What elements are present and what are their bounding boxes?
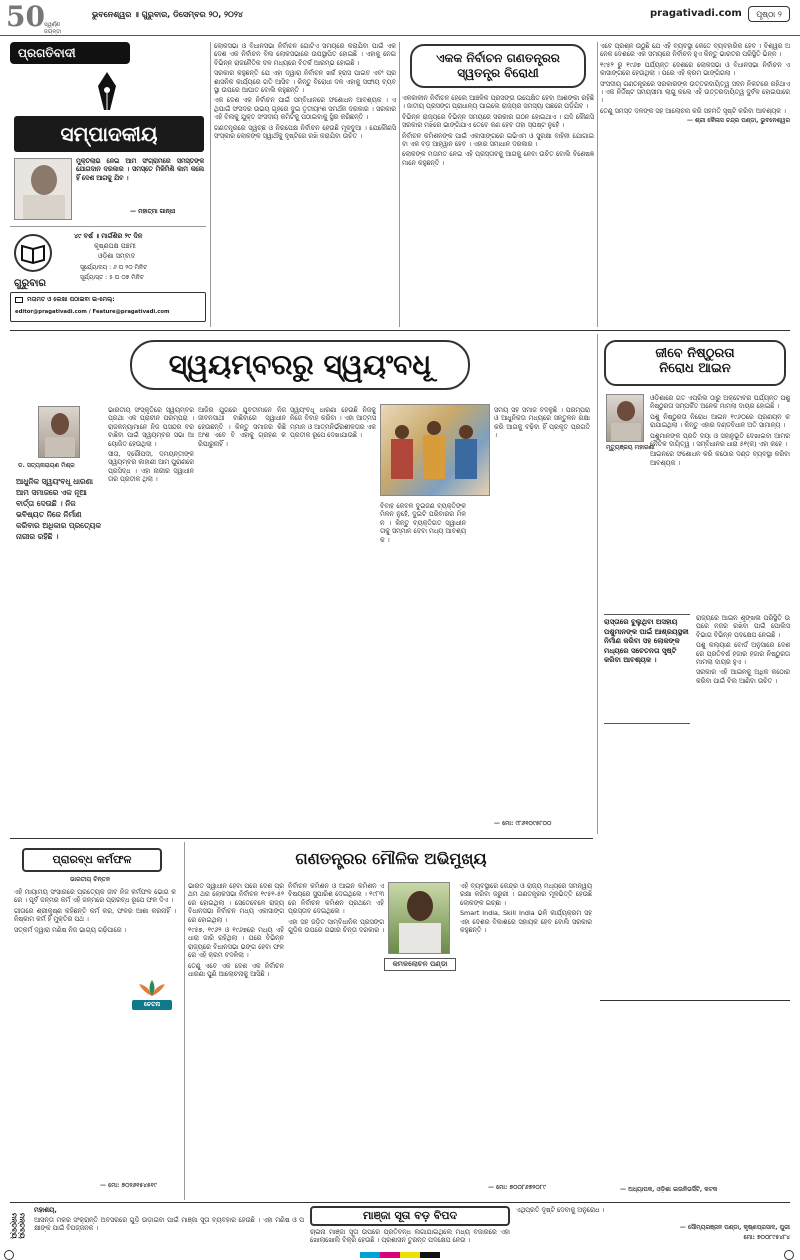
- article-para: ଏହି ବ୍ୟବସ୍ଥାରେ କେନ୍ଦ୍ର ଓ ରାଜ୍ୟ ମଧ୍ୟରେ ସମନ୍ୱୟ ରକ୍ଷା କରିବା ଜରୁରୀ । ଗଣତନ୍ତ୍ରର ମୂଳଭିତ୍ତି ହେଉଛି ଲୋକଙ୍କ ଇଚ୍ଛା ।: [460, 882, 592, 907]
- site-name[interactable]: pragativadi.com: [650, 8, 742, 19]
- feature-para: ସୀତା, ଦ୍ରୌପଦୀ, ଦମୟନ୍ତୀଙ୍କ ସ୍ୱୟମ୍ବର କାହାଣୀ ଆମ ପୁରାଣରେ ପ୍ରସିଦ୍ଧ । ଏହା ନାରୀର ସ୍ୱାଧୀନତାର ପ୍ରତୀକ ଥିଲା ।: [108, 450, 194, 484]
- karmaphala-headline: ପ୍ରାରବ୍ଧ କର୍ମଫଳ: [22, 848, 162, 872]
- book-icon: [14, 234, 52, 272]
- article-para: ନିର୍ବାଚନ କମିଶନଙ୍କ ପାଇଁ ଏକାସାଙ୍ଗରେ ଇଭିଏମ ଓ ସୁରକ୍ଷା ବାହିନୀ ଯୋଗାଇବା ଏକ ବଡ଼ ଆହ୍ୱାନ ହେବ । ଏହାର ସମାଧାନ ଦରକାର ।: [402, 131, 594, 149]
- letter-phone: ମୋ: ୭୦୦୮୯୫୪୮୪: [743, 1234, 790, 1241]
- article-para: ଗୀତାରେ ଶ୍ରୀକୃଷ୍ଣ କହିଛନ୍ତି କର୍ମ କର, ଫଳର ଆଶା କରନାହିଁ । ନିଷ୍କାମ କର୍ମ ହିଁ ମୁକ୍ତିର ପଥ ।: [14, 906, 176, 924]
- article-para: ସଂସଦୀୟ ଗଣତନ୍ତ୍ରରେ ସରକାରଙ୍କ ଉତ୍ତରଦାୟିତ୍ୱ ସଦନ ନିକଟରେ ରହିଥାଏ । ଏକ ନିର୍ଦ୍ଦିଷ୍ଟ ସମୟସୀମା ଲାଗୁ କଲେ ଏହି ଉତ୍ତରଦାୟିତ୍ୱ ଦୁର୍ବଳ ହୋଇପାରେ ।: [600, 79, 790, 105]
- cruelty-headline: [604, 340, 786, 386]
- lotus-icon: [137, 978, 167, 998]
- election-continued: [600, 42, 790, 327]
- swayamvar-painting: [380, 404, 490, 496]
- karmaphala-body: [14, 888, 176, 1178]
- article-para: ତେଣୁ ସମସ୍ତ ଦଳଙ୍କ ସହ ଆଲୋଚନା କରି ସହମତି ସୃଷ୍ଟି କରିବା ଆବଶ୍ୟକ ।: [600, 106, 786, 115]
- democracy-author: କମଳଲୋଚନ ପଣ୍ଡା: [384, 958, 456, 971]
- badge-label: ଚେତନା: [132, 1000, 172, 1010]
- cruelty-body: [650, 394, 790, 604]
- anniversary-sub: ସ୍ୱର୍ଣ୍ଣ ଜୟନ୍ତୀ: [44, 22, 62, 35]
- democracy-col-2: [288, 882, 384, 1182]
- sunset: ସୂର୍ଯ୍ୟାସ୍ତ : ୫ ଘ ୦୭ ମିନିଟ: [80, 274, 145, 281]
- paper-name-box: [10, 42, 130, 64]
- editorial-column: [214, 42, 396, 327]
- chetana-badge: [132, 978, 172, 1014]
- headline-line-1: ଏକକ ନିର୍ବାଚନ ଗଣତନ୍ତ୍ରର: [436, 51, 560, 65]
- feature-para: ଆଜିର ଯୁଗରେ ଯୁବତୀମାନେ ନିଜ ଜୀବନସାଥୀ ବାଛିବାରେ ସ୍ୱାଧୀନ ହେଉଛନ୍ତି । କିନ୍ତୁ ସମାଜର କିଛି ଅଂଶ ଏବେ ବି ଏହାକୁ ଗ୍ରହଣ କରିପାରୁନାହିଁ ।: [198, 406, 286, 448]
- democracy-col-1: [188, 882, 284, 1182]
- mail-icon: [15, 297, 23, 303]
- article-para: ଓଡ଼ିଶାରେ ଗତ ଏପ୍ରିଲ ଠାରୁ ଅକ୍ଟୋବର ପର୍ଯ୍ୟନ୍ତ ପଶୁ ନିଷ୍ଠୁରତା ସମ୍ପର୍କିତ ଅନେକ ମାମଲା ଦାୟର ହୋଇଛି ।: [650, 394, 790, 411]
- divider-1: [210, 42, 211, 327]
- letter-signoff: — ସୌମ୍ୟରଞ୍ଜନ ପଣ୍ଡା, କୃଷ୍ଣପ୍ରସାଦ, ପୁରୀ: [679, 1224, 790, 1231]
- contact-email[interactable]: editor@pragativadi.com / Feature@pragativadi.com: [15, 309, 170, 315]
- anniversary-logo: [6, 2, 76, 34]
- feature-para: ସ୍ୱୟଂବଧୂ ଧାରଣା ହେଉଛି ନିଜକୁ ନିଜେ ବିବାହ କରିବା । ଏହା ଆତ୍ମସମ୍ମାନ ଓ ଆତ୍ମନିର୍ଭରଶୀଳତାର ଏକ ପ୍ରତୀକ ରୂପେ ଦେଖାଯାଉଛି ।: [290, 406, 376, 440]
- print-registration-bar: [0, 1250, 800, 1260]
- cruelty-pullquote: ରାସ୍ତାରେ ବୁଲୁଥିବା ଅସହାୟ ପଶୁମାନଙ୍କ ପାଇଁ ଆଶ୍ରୟସ୍ଥଳୀ ନିର୍ମାଣ କରିବା ସହ ଲୋକଙ୍କ ମଧ୍ୟରେ ସଚେତନତା ସୃଷ୍ଟି କରିବା ଆବଶ୍ୟକ ।: [604, 614, 690, 724]
- democracy-col-3: [460, 882, 592, 1182]
- letter-col-2: ଚାଇନା ମାଞ୍ଜା ସୂତା ଉପରେ ପ୍ରତିବନ୍ଧ ଲଗାଯାଇଥିଲେ ମଧ୍ୟ ବଜାରରେ ଏହା ଖୋଲାଖୋଲି ବିକ୍ରି ହେଉଛି । ପ୍ରଶାସନ ତୁରନ୍ତ ପଦକ୍ଷେପ ନେଉ ।: [310, 1228, 510, 1245]
- pullquote: ଆଧୁନିକ ସ୍ୱୟଂବଧୂ ଧାରଣା ଆମ ସମାଜରେ ଏକ ନୂଆ ବାର୍ତ୍ତା ଦେଉଛି । ନିଜ ଭବିଷ୍ୟତ ନିଜେ ନିର୍ମାଣ କରିବାର ଅଧିକାର ପ୍ରତ୍ୟେକ ନାରୀର ରହିଛି ।: [16, 477, 102, 541]
- feature-col-4: [380, 502, 466, 822]
- gandhi-attribution: — ମହାତ୍ମା ଗାନ୍ଧୀ: [130, 208, 176, 215]
- article-para: ୧୯୫୨ ରୁ ୧୯୬୭ ପର୍ଯ୍ୟନ୍ତ ଦେଶରେ ଲୋକସଭା ଓ ବିଧାନସଭା ନିର୍ବାଚନ ଏକାସାଙ୍ଗରେ ହେଉଥିଲା । ପରେ ଏହି କ୍ରମ ଭାଙ୍ଗିଗଲା ।: [600, 60, 790, 78]
- gandhi-portrait: [14, 158, 72, 220]
- election-article: [402, 42, 594, 327]
- feature-col-1: [108, 406, 194, 826]
- democracy-end: — ମୋ: ୭୦୦୮୬୭୨୦୮୯: [488, 1184, 546, 1191]
- divider-2: [399, 42, 400, 327]
- feature-col-2: [198, 406, 286, 826]
- gandhi-quote: ମୁକ୍ତିଲାଭ ନେଇ ଆମ ସଂଗ୍ରାମରେ ସମସ୍ତଙ୍କ ଯୋଗଦାନ ଦରକାର । ସମସ୍ତେ ମିଳିମିଶି କାମ କଲେ ହିଁ ଦେଶ ଆଗକୁ ଯିବ ।: [76, 158, 204, 182]
- pen-nib-icon: [96, 72, 118, 112]
- date-line: ଭୁବନେଶ୍ୱର ॥ ଗୁରୁବାର, ଡିସେମ୍ବର ୨୦, ୨୦୨୪: [92, 10, 243, 19]
- registration-mark: [784, 1250, 794, 1260]
- feature-para: ସମୟ ସହ ସମାଜ ବଦଳୁଛି । ପରମ୍ପରା ଓ ଆଧୁନିକତା ମଧ୍ୟରେ ସନ୍ତୁଳନ ରକ୍ଷା କରି ଆଗକୁ ବଢ଼ିବା ହିଁ ପ୍ରକୃତ ପ୍ରଗତି ।: [494, 406, 590, 440]
- article-para: ରାଜ୍ୟରେ ଆଇନ ଶୃଙ୍ଖଳା ପରିସ୍ଥିତି ଉପରେ ନଜର ରଖିବା ପାଇଁ ପୋଲିସ ବିଭାଗ ବିଭିନ୍ନ ପଦକ୍ଷେପ ନେଇଛି ।: [696, 614, 790, 639]
- article-para: ୧୯୫୭, ୧୯୬୨ ଓ ୧୯୬୭ରେ ମଧ୍ୟ ଏହି ଧାରା ଜାରି ରହିଥିଲା । ପରେ ବିଭିନ୍ନ ରାଜ୍ୟରେ ବିଧାନସଭା ଭଙ୍ଗ ହେବା ଫଳରେ ଏହି କ୍ରମ ବଦଳିଲା ।: [188, 926, 284, 960]
- article-para: ଏହା ସହ ଜଡ଼ିତ ସାମ୍ବିଧାନିକ ପ୍ରସଙ୍ଗ ଗୁଡ଼ିକ ଉପରେ ଗଭୀର ଚିନ୍ତା ଦରକାର ।: [288, 917, 384, 935]
- anniversary-number: 50: [6, 0, 45, 33]
- feature-para: ଭାରତୀୟ ସଂସ୍କୃତିରେ ସ୍ୱୟମ୍ବର ପ୍ରଥା ଏକ ପ୍ରାଚୀନ ପରମ୍ପରା । ରାଜକନ୍ୟାମାନେ ନିଜ ପସନ୍ଦର ବର ବାଛିବା ପାଇଁ ସ୍ୱୟମ୍ବର ସଭା ଆୟୋଜିତ ହେଉଥିଲା ।: [108, 406, 194, 448]
- article-para: ପଶୁମାନଙ୍କ ପ୍ରତି ଦୟା ଓ ସହାନୁଭୂତି ଦେଖାଇବା ଆମର ନୈତିକ ଦାୟିତ୍ୱ । ସମ୍ବିଧାନର ଧାରା ୫୧(କ) ଏହା କହେ ।: [650, 431, 790, 449]
- section-divider: [10, 330, 790, 331]
- election-body: [402, 94, 594, 324]
- article-para: ପଶୁ ନିଷ୍ଠୁରତା ନିରୋଧ ଆଇନ ୧୯୬୦ରେ ପ୍ରଣୟନ କରାଯାଇଥିଲା । କିନ୍ତୁ ଏହାର ଦଣ୍ଡବିଧାନ ଅତି ସାମାନ୍ୟ ।: [650, 412, 790, 430]
- letter-headline: ମାଞ୍ଜା ସୂତା ବଡ଼ ବିପଦ: [310, 1206, 510, 1226]
- author-photo: [606, 394, 644, 442]
- masthead: [0, 0, 800, 36]
- headline-line-2: ନିରୋଧ ଆଇନ: [659, 361, 731, 376]
- article-para: ଏହି ମାୟାମୟ ସଂସାରରେ ପ୍ରତ୍ୟେକ ଜୀବ ନିଜ କର୍ମଫଳ ଭୋଗ କରେ । ପୂର୍ବ ଜନ୍ମର କର୍ମ ଏହି ଜନ୍ମରେ ପ୍ରାରବ୍ଧ ରୂପେ ଫଳ ଦିଏ ।: [14, 888, 176, 905]
- letters-vertical-label: ମନ୍ତବ୍ୟ ମନ୍ତବ୍ୟ: [10, 1213, 26, 1239]
- calendar-line-3: ଓଡ଼ିଶା ସମ୍ବାଦ: [98, 252, 136, 260]
- author-photo: [388, 882, 450, 954]
- cruelty-author: ମୃତ୍ୟୁଞ୍ଜୟ ମହାରଣା: [606, 444, 655, 451]
- calendar-line-1: ୪୯ ବର୍ଷ ॥ ମାର୍ଗଶିର ୨୯ ଦିନ: [74, 232, 143, 240]
- feature-author: ଡ. ସତ୍ୟନାରାୟଣ ମିଶ୍ର: [18, 462, 75, 469]
- editorial-heading: ସମ୍ପାଦକୀୟ: [14, 116, 204, 152]
- contact-label: ମତାମତ ଓ ଲେଖା ପଠାଇବା ଇ-ମେଲ୍:: [27, 296, 115, 303]
- article-para: ଭାରତ ସ୍ୱାଧୀନ ହେବା ପରେ ଦେଶ ପ୍ରଥମ ଥର ଲୋକସଭା ନିର୍ବାଚନ ୧୯୫୧-୫୨ରେ ହୋଇଥିଲା । ସେତେବେଳେ ରାଜ୍ୟ ବିଧାନସଭା ନିର୍ବାଚନ ମଧ୍ୟ ଏକାସାଙ୍ଗରେ ହୋଇଥିଲା ।: [188, 882, 284, 924]
- letters-intro: ମହାଶୟ,: [34, 1206, 57, 1214]
- editorial-sidebar: [10, 42, 206, 327]
- feature-end: — ମୋ: ୯୮୬୧୦୯୫୮୦୦: [494, 820, 552, 827]
- election-headline: [410, 44, 586, 88]
- divider-5: [184, 842, 185, 1200]
- calendar-line-2: କୃଷ୍ଣପକ୍ଷ ପଞ୍ଚମୀ: [94, 242, 136, 250]
- weekday: ଗୁରୁବାର: [14, 278, 46, 289]
- section-divider: [600, 1000, 790, 1001]
- article-para: ବିଭିନ୍ନ ରାଜ୍ୟରେ ବିଭିନ୍ନ ସମୟରେ ସରକାର ଗଠନ ହୋଇଥାଏ । ଯଦି କୌଣସି ସରକାର ମଝିରେ ଭାଙ୍ଗିଯାଏ ତେବେ କଣ ହେବ ତାହା ସ୍ପଷ୍ଟ ନୁହେଁ ।: [402, 112, 594, 130]
- article-para: ଆଇନରେ ସଂଶୋଧନ କରି କଠୋର ଦଣ୍ଡ ବ୍ୟବସ୍ଥା କରିବା ଆବଶ୍ୟକ ।: [650, 450, 790, 467]
- feature-headline: ସ୍ୱୟମ୍ବରରୁ ସ୍ୱୟଂବଧୂ: [130, 340, 470, 390]
- article-para: ଏକକାଳୀନ ନିର୍ବାଚନ ହେଲେ ଆଞ୍ଚଳିକ ପ୍ରସଙ୍ଗ ଉପେକ୍ଷିତ ହେବା ଆଶଙ୍କା ରହିଛି । ଜାତୀୟ ପ୍ରସଙ୍ଗ ପ୍ରାଧାନ୍ୟ ପାଇଲେ ରାଜ୍ୟର ସମସ୍ୟା ପଛରେ ପଡ଼ିଯିବ ।: [402, 94, 594, 111]
- article-para: ପଶୁ କଲ୍ୟାଣ ବୋର୍ଡ ଅନୁସାରେ ଦେଶରେ ପ୍ରତିବର୍ଷ ହଜାର ହଜାର ନିଷ୍ଠୁରତା ମାମଲା ଦାୟର ହୁଏ ।: [696, 641, 790, 667]
- feature-col-5: [494, 406, 590, 816]
- karmaphala-end: — ମୋ: ୭୦୨୬୧୫୪୫୧୯: [100, 1182, 157, 1189]
- section-divider: [10, 1202, 790, 1203]
- article-author: — ଶ୍ରୀ କୈଳାସ ଚନ୍ଦ୍ର ପଣ୍ଡା, ଭୁବନେଶ୍ୱର: [686, 117, 790, 125]
- sidebar-divider: [10, 226, 206, 227]
- feature-para: ବିବାହ କେବଳ ଦୁଇଜଣ ବ୍ୟକ୍ତିଙ୍କ ମିଳନ ନୁହେଁ, ଦୁଇଟି ପରିବାରର ମିଳନ । କିନ୍ତୁ ବ୍ୟକ୍ତିଗତ ସ୍ୱାଧୀନତାକୁ ସମ୍ମାନ ଦେବା ମଧ୍ୟ ଆବଶ୍ୟକ ।: [380, 502, 466, 544]
- contact-box: [10, 292, 206, 322]
- sunrise: ସୂର୍ଯ୍ୟୋଦୟ : ୬ ଘ ୨୦ ମିନିଟ: [80, 264, 148, 271]
- page-number: ୨: [777, 10, 782, 19]
- democracy-article: [188, 842, 593, 1200]
- headline-line-1: ଜୀବେ ନିଷ୍ଠୁରତା: [655, 346, 735, 361]
- editorial-para: ଏକ ଦେଶ ଏକ ନିର୍ବାଚନ ପାଇଁ ସମ୍ବିଧାନରେ ସଂଶୋଧନ ଆବଶ୍ୟକ । ଏଥିପାଇଁ ସଂସଦର ଉଭୟ ଗୃହରେ ଦୁଇ ତୃତୀୟାଂଶ ସମର୍ଥନ ଦରକାର । ସରକାର ଏହି ବିଲକୁ ଯୁକ୍ତ ସଂସଦୀୟ କମିଟିକୁ ପଠାଇବାକୁ ସ୍ଥିର କରିଛନ୍ତି ।: [214, 96, 396, 122]
- divider-3: [597, 42, 598, 327]
- page-number-box: [748, 6, 790, 22]
- democracy-headline: ଗଣତନ୍ତ୍ରର ମୌଳିକ ଅଭିମୁଖ୍ୟ: [295, 849, 487, 868]
- section-divider: [10, 838, 593, 839]
- article-para: ଲୋକଙ୍କ ମତାମତ ନେଇ ଏହି ପ୍ରସ୍ତାବକୁ ଆଗକୁ ନେବା ଉଚିତ ବୋଲି ବିଶେଷଜ୍ଞମାନେ କହୁଛନ୍ତି ।: [402, 150, 594, 167]
- editorial-para: ଗଣତନ୍ତ୍ରରେ ସ୍ୱଚ୍ଛ ଓ ନିରପେକ୍ଷ ନିର୍ବାଚନ ହେଉଛି ମୂଳଦୁଆ । ଯେକୌଣସି ସଂସ୍କାର ଲୋକଙ୍କ ସ୍ୱାର୍ଥକୁ ଦୃଷ୍ଟିରେ ରଖି କରାଯିବା ଉଚିତ ।: [214, 123, 396, 141]
- page-label: ପୃଷ୍ଠା: [756, 10, 776, 19]
- headline-line-2: ସ୍ୱତନ୍ତ୍ର ବିରୋଧୀ: [457, 66, 539, 80]
- registration-mark: [4, 1250, 14, 1260]
- editorial-para: ସରକାର କହୁଛନ୍ତି ଯେ ଏହା ଦ୍ୱାରା ନିର୍ବାଚନ ଖର୍ଚ୍ଚ ହ୍ରାସ ପାଇବ ଏବଂ ପ୍ରଶାସନିକ କାର୍ଯ୍ୟରେ ଗତି ଆସିବ । କିନ୍ତୁ ବିରୋଧୀ ଦଳ ଏହାକୁ ସଙ୍ଘୀୟ ବ୍ୟବସ୍ଥା ଉପରେ ଆଘାତ ବୋଲି କହୁଛନ୍ତି ।: [214, 69, 396, 95]
- author-photo: [38, 406, 80, 458]
- article-para: ସତ୍କର୍ମ ଦ୍ୱାରା ମଣିଷ ନିଜ ଭାଗ୍ୟ ଗଢ଼ିପାରେ ।: [14, 925, 127, 934]
- divider-4: [597, 334, 598, 834]
- contact-line: [15, 296, 115, 304]
- animal-cruelty-article: [600, 334, 790, 834]
- feature-col-3: [290, 406, 376, 826]
- article-para: ସରକାର ଏହି ଆଇନକୁ ଅଧିକ କଠୋର କରିବା ପାଇଁ ବିଲ ଆଣିବା ଉଚିତ ।: [696, 668, 790, 685]
- article-para: Smart India, Skill India ଭଳି କାର୍ଯ୍ୟକ୍ରମ ସହ ଏହା ଦେଶର ବିକାଶରେ ସହାୟକ ହେବ ବୋଲି ସରକାର କହୁଛନ୍ତି ।: [460, 909, 592, 935]
- letter-col-1: ଆସନ୍ତା ମକର ସଂକ୍ରାନ୍ତି ଅବସରରେ ଗୁଡ଼ି ଉଡ଼ାଇବା ପାଇଁ ମାଞ୍ଜା ସୂତା ବ୍ୟବହାର ହେଉଛି । ଏହା ମଣିଷ ଓ ପକ୍ଷୀଙ୍କ ପାଇଁ ବିପଜ୍ଜନକ ।: [34, 1216, 304, 1233]
- cmyk-swatches: [360, 1252, 440, 1258]
- karmaphala-article: [10, 842, 180, 1200]
- article-para: ଏବେ ପ୍ରଶ୍ନ ଉଠୁଛି ଯେ ଏହି ବ୍ୟବସ୍ଥା କେତେ ବ୍ୟବହାରିକ ହେବ । ବିଶ୍ୱର ଅନେକ ଦେଶରେ ଏକ ସମୟରେ ନିର୍ବାଚନ ହୁଏ କିନ୍ତୁ ଭାରତର ପରିସ୍ଥିତି ଭିନ୍ନ ।: [600, 42, 790, 59]
- paper-name: ପ୍ରଗତିବାଦୀ: [18, 46, 76, 60]
- cruelty-body-2: [696, 614, 790, 764]
- article-para: ନିର୍ବାଚନ କମିଶନ ଓ ଆଇନ କମିଶନ ଏ ବିଷୟରେ ସୁପାରିଶ ଦେଇଥିଲେ । ୧୯୮୩ରେ ନିର୍ବାଚନ କମିଶନ ପ୍ରଥମେ ଏହି ପ୍ରସ୍ତାବ ଦେଇଥିଲେ ।: [288, 882, 384, 916]
- editorial-para: ଲୋକସଭା ଓ ବିଧାନସଭା ନିର୍ବାଚନ ଗୋଟିଏ ସମୟରେ କରାଯିବା ପାଇଁ ଏକ ଦେଶ ଏକ ନିର୍ବାଚନ ବିଲ ଲୋକସଭାରେ ଉପସ୍ଥାପିତ ହୋଇଛି । ଏହାକୁ ନେଇ ବିଭିନ୍ନ ରାଜନୈତିକ ଦଳ ମଧ୍ୟରେ ବିତର୍କ ଆରମ୍ଭ ହୋଇଛି ।: [214, 42, 396, 67]
- cruelty-end: — ଅଧ୍ୟାପକ, ଓଡ଼ିଶା ଇଉନିଭର୍ସିଟି, କଟକ: [620, 1186, 718, 1193]
- article-para: ତେଣୁ ଏବେ ଏକ ଦେଶ ଏକ ନିର୍ବାଚନ ଧାରଣା ପୁଣି ଆଲୋଚନାକୁ ଆସିଛି ।: [188, 961, 284, 979]
- karmaphala-author: ଭାରତୀୟ ଚିନ୍ତନ: [70, 876, 111, 883]
- letter-col-3: ଏଥିପ୍ରତି ଦୃଷ୍ଟି ଦେବାକୁ ଅନୁରୋଧ ।: [516, 1206, 605, 1214]
- letters-section: [10, 1204, 790, 1248]
- feature-article: [10, 334, 593, 834]
